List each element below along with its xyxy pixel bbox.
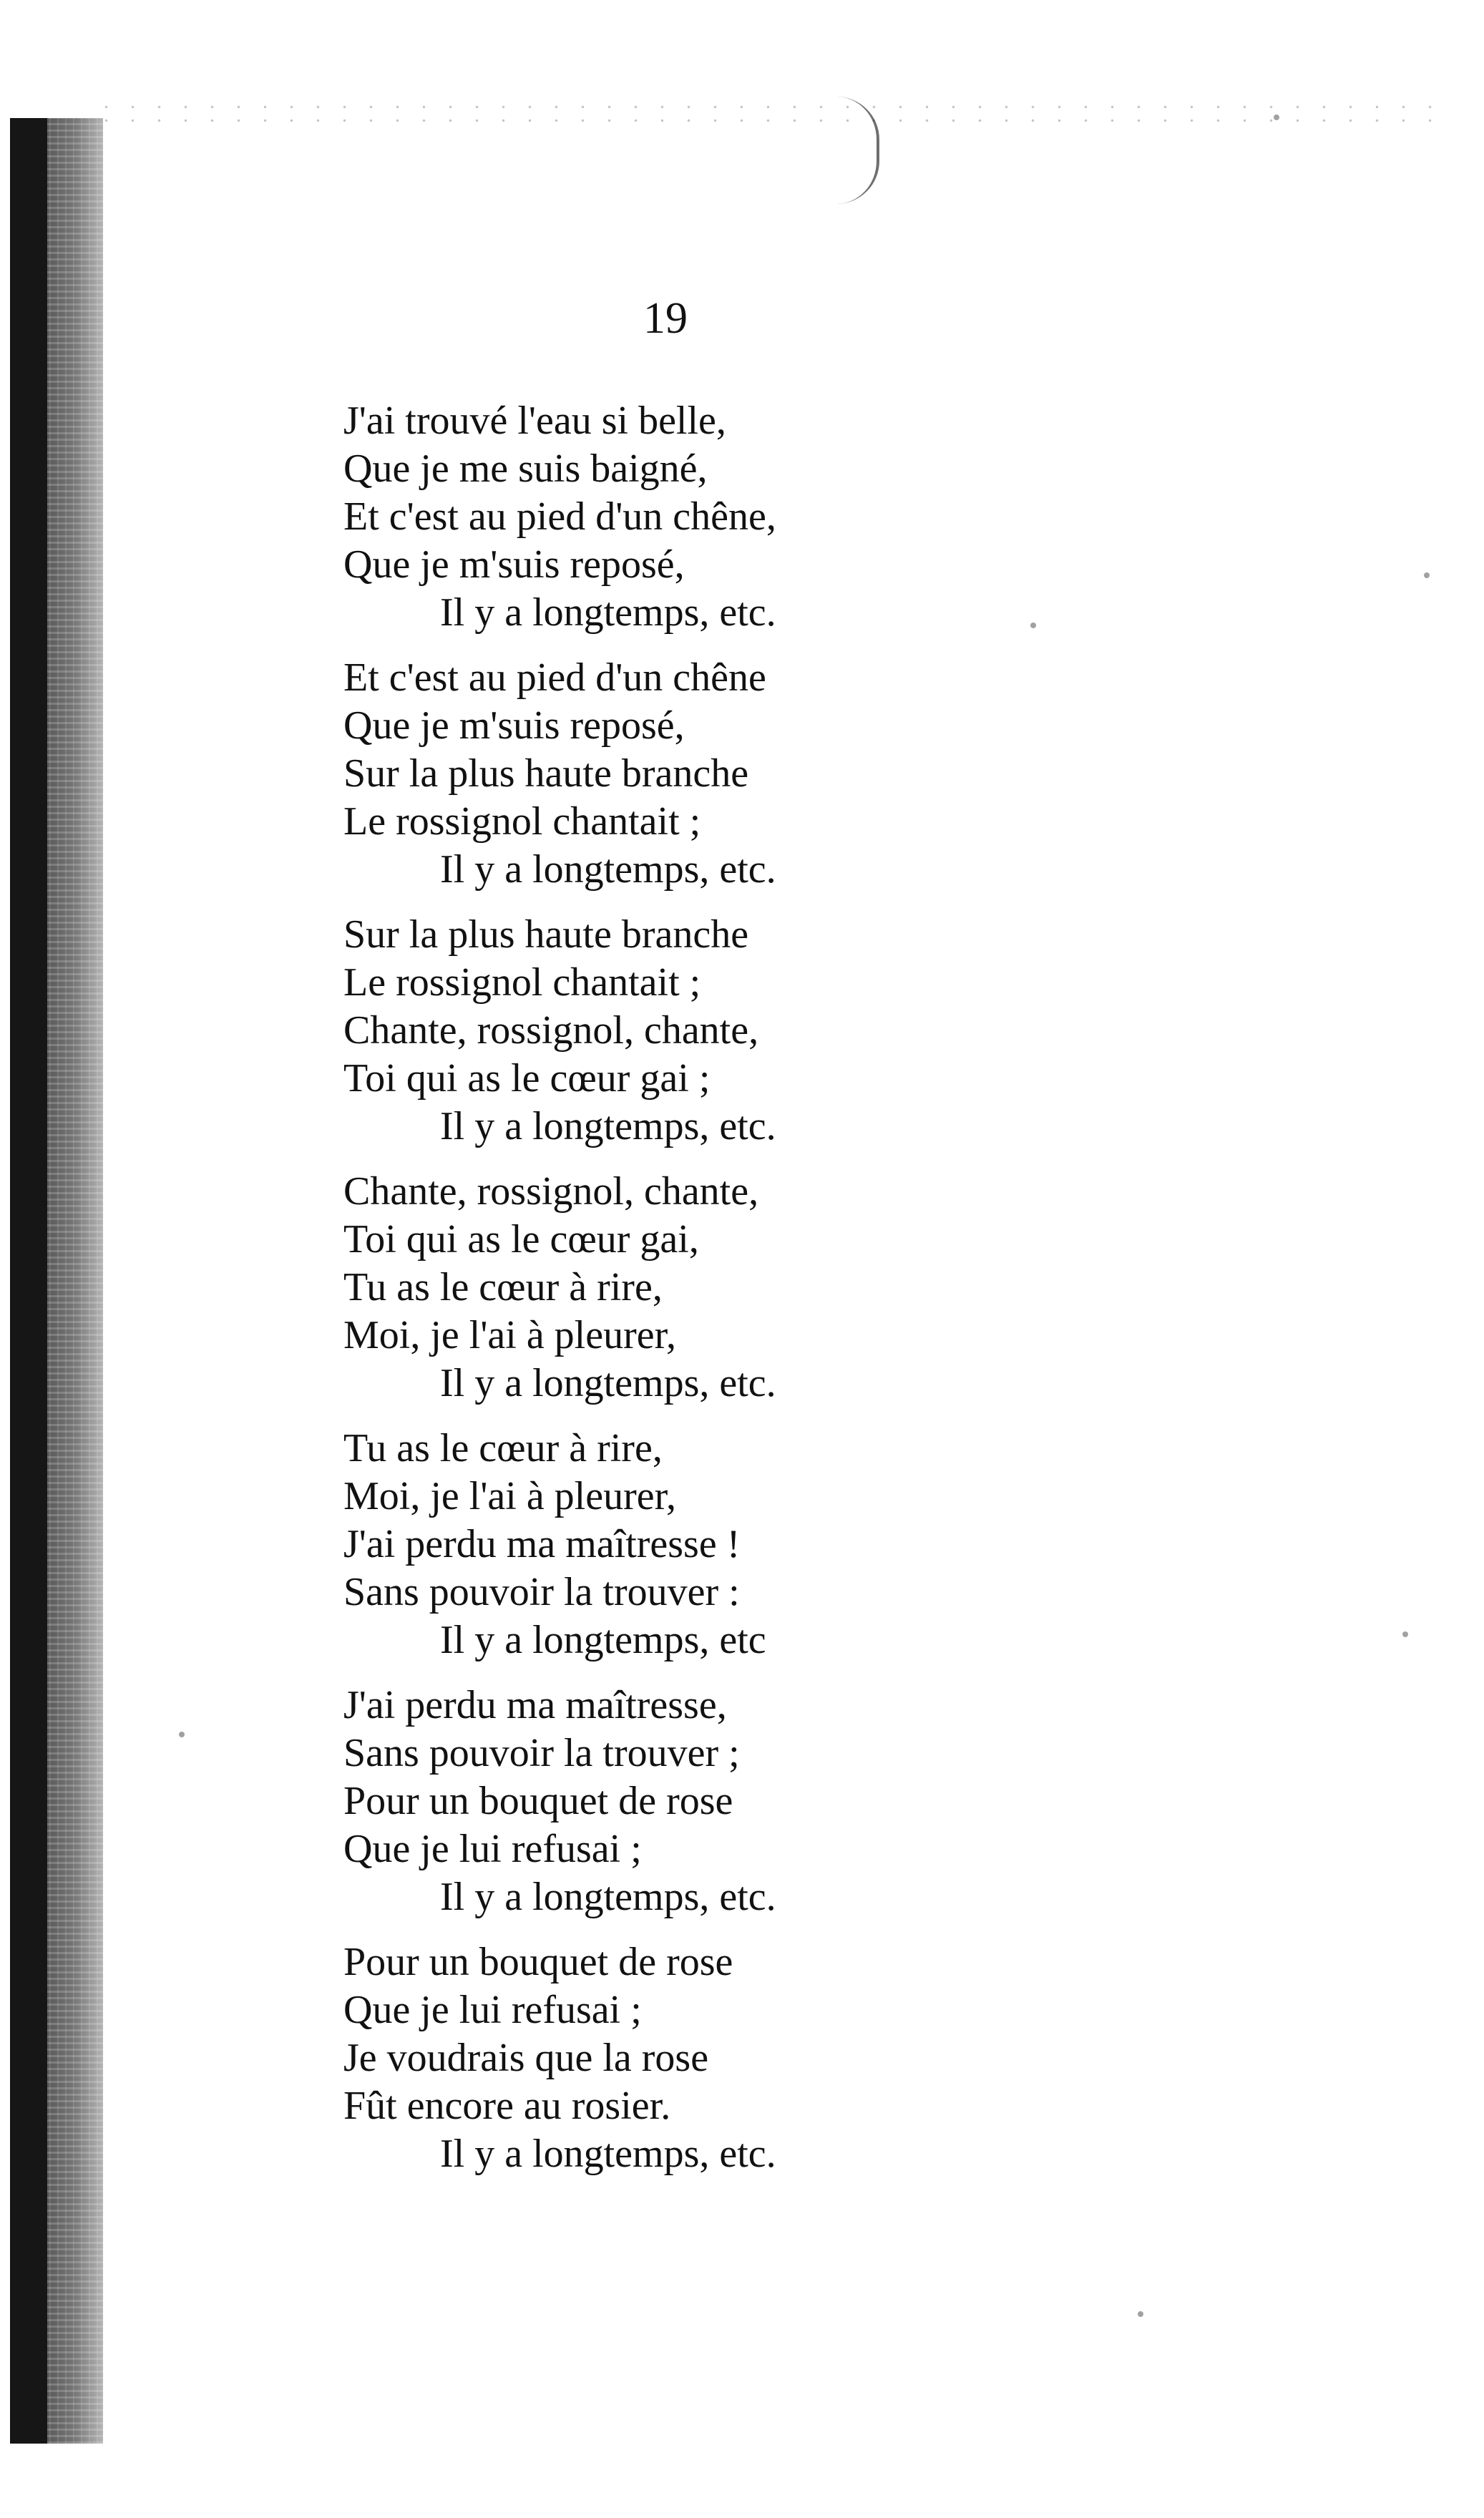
refrain-line: Il y a longtemps, etc: [440, 1618, 766, 1662]
refrain-line: Il y a longtemps, etc.: [440, 1361, 776, 1405]
scan-speck: [179, 1732, 185, 1737]
verse-line: Tu as le cœur à rire,: [343, 1265, 663, 1309]
verse-line: Le rossignol chantait ;: [343, 799, 701, 844]
verse-line: Sur la plus haute branche: [343, 912, 749, 957]
stanza-7: [343, 1938, 1381, 2178]
refrain-line: Il y a longtemps, etc.: [440, 590, 776, 635]
refrain-line: Il y a longtemps, etc.: [440, 2132, 776, 2176]
page-number: 19: [643, 294, 688, 343]
verse-line: Moi, je l'ai à pleurer,: [343, 1313, 677, 1357]
verse-line: Que je me suis baigné,: [343, 446, 708, 491]
verse-line: Chante, rossignol, chante,: [343, 1169, 759, 1214]
verse-line: Moi, je l'ai à pleurer,: [343, 1474, 677, 1518]
verse-line: Et c'est au pied d'un chêne: [343, 655, 766, 700]
stanza-4: [343, 1168, 1381, 1407]
verse-line: Tu as le cœur à rire,: [343, 1426, 663, 1470]
verse-line: J'ai perdu ma maîtresse !: [343, 1522, 741, 1566]
verse-line: Toi qui as le cœur gai,: [343, 1217, 699, 1262]
verse-line: Sans pouvoir la trouver ;: [343, 1731, 740, 1775]
binding-shadow: [10, 118, 47, 2444]
stanza-2: [343, 654, 1381, 894]
verse-line: Le rossignol chantait ;: [343, 960, 701, 1005]
verse-line: Pour un bouquet de rose: [343, 1940, 733, 1984]
scan-speck: [1402, 1631, 1408, 1637]
refrain-line: Il y a longtemps, etc.: [440, 1104, 776, 1148]
verse-line: Toi qui as le cœur gai ;: [343, 1056, 711, 1101]
verse-line: Pour un bouquet de rose: [343, 1779, 733, 1823]
scan-speck: [1424, 572, 1430, 578]
stanza-3: [343, 911, 1381, 1151]
scan-noise-top: [93, 100, 1453, 129]
scan-speck: [1138, 2311, 1143, 2317]
stanza-5: [343, 1425, 1381, 1664]
verse-line: Sur la plus haute branche: [343, 751, 749, 796]
verse-line: Je voudrais que la rose: [343, 2036, 709, 2080]
stanza-1: [343, 397, 1381, 637]
verse-line: Que je lui refusai ;: [343, 1827, 642, 1871]
verse-line: Et c'est au pied d'un chêne,: [343, 494, 776, 539]
refrain-line: Il y a longtemps, etc.: [440, 1875, 776, 1919]
stanza-6: [343, 1682, 1381, 1921]
verse-line: J'ai trouvé l'eau si belle,: [343, 399, 726, 443]
verse-line: Que je m'suis reposé,: [343, 542, 685, 587]
verse-line: J'ai perdu ma maîtresse,: [343, 1683, 727, 1727]
verse-line: Chante, rossignol, chante,: [343, 1008, 759, 1053]
verse-line: Sans pouvoir la trouver :: [343, 1570, 740, 1614]
scan-speck: [1274, 114, 1279, 120]
verse-line: Que je m'suis reposé,: [343, 703, 685, 748]
verse-line: Que je lui refusai ;: [343, 1988, 642, 2032]
verse-line: Fût encore au rosier.: [343, 2084, 671, 2128]
poem-text: [343, 397, 1381, 2195]
refrain-line: Il y a longtemps, etc.: [440, 847, 776, 892]
